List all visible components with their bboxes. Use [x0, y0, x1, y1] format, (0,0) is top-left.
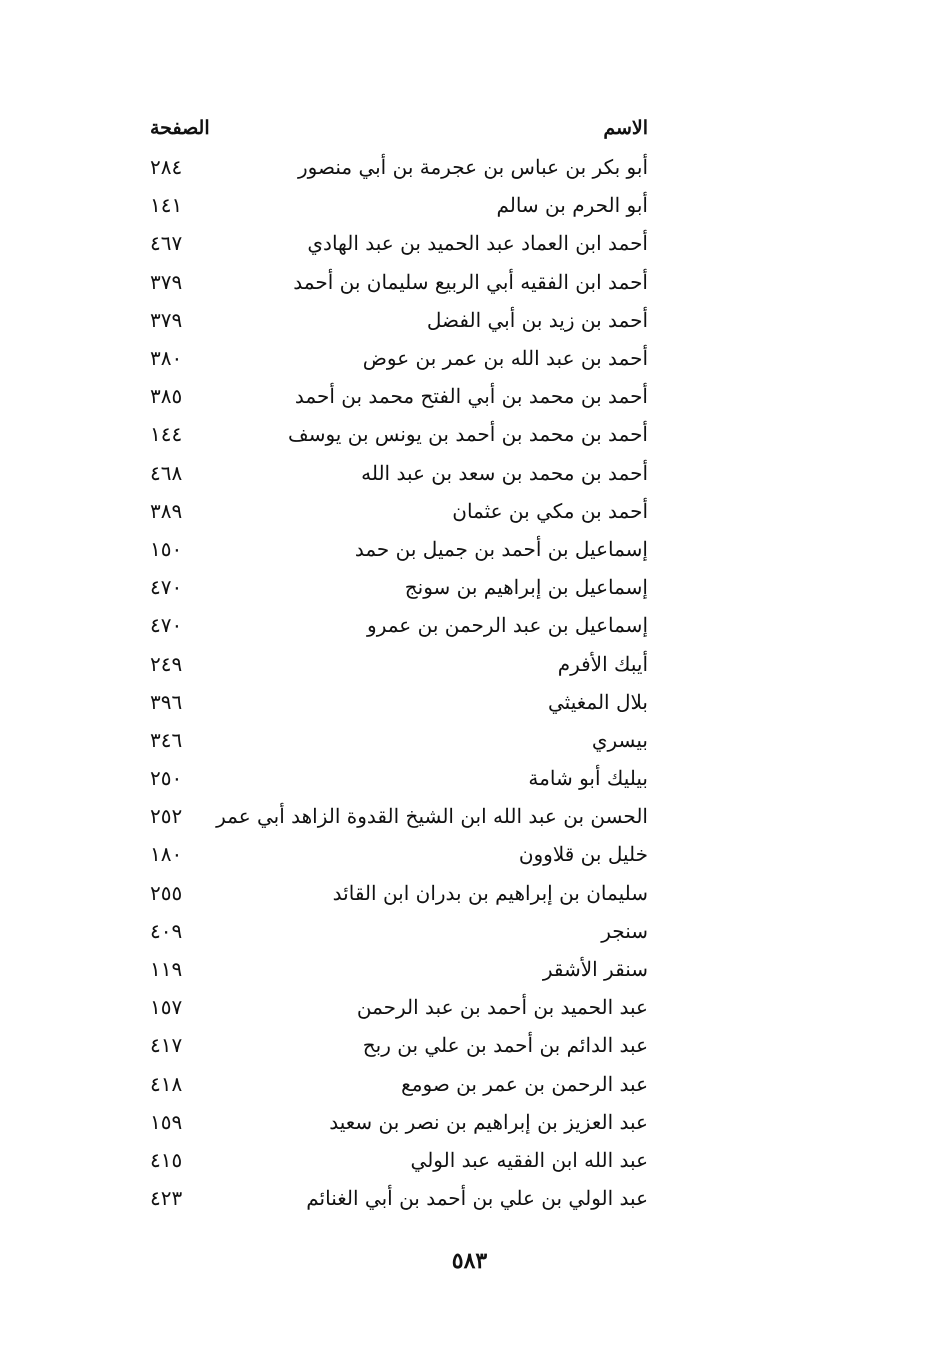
entry-name: بيسري: [591, 727, 648, 752]
list-item: [150, 721, 648, 759]
entry-page: ٢٥٥: [150, 880, 183, 905]
entry-name: أحمد بن محمد بن أحمد بن يونس بن يوسف: [288, 422, 648, 447]
page-column-header: الصفحة: [150, 117, 210, 139]
list-item: [150, 224, 648, 262]
list-item: [150, 492, 648, 530]
entry-page: ٣٨٠: [150, 346, 183, 371]
entry-page: ٣٨٥: [150, 384, 183, 409]
list-item: [150, 606, 648, 644]
entry-name: إسماعيل بن أحمد بن جميل بن حمد: [354, 536, 648, 561]
entry-page: ٢٨٤: [150, 155, 183, 180]
list-item: [150, 530, 648, 568]
entry-page: ٣٩٦: [150, 689, 183, 714]
entry-name: الحسن بن عبد الله ابن الشيخ القدوة الزاهد أبي عمر: [216, 804, 648, 829]
entry-name: أحمد بن عبد الله بن عمر بن عوض: [362, 346, 648, 371]
entry-name: سنقر الأشقر: [542, 957, 648, 982]
entry-name: أبو الحرم بن سالم: [496, 193, 648, 218]
entry-name: عبد الرحمن بن عمر بن صومع: [401, 1071, 648, 1096]
table-header: [150, 108, 648, 148]
entry-name: عبد الولي بن علي بن أحمد بن أبي الغنائم: [306, 1186, 648, 1211]
entry-page: ١٨٠: [150, 842, 183, 867]
entry-page: ٤٢٣: [150, 1186, 183, 1211]
entry-page: ٤١٧: [150, 1033, 183, 1058]
list-item: [150, 797, 648, 835]
list-item: [150, 1141, 648, 1179]
entry-name: أبو بكر بن عباس بن عجرمة بن أبي منصور: [298, 155, 648, 180]
entry-page: ٣٤٦: [150, 727, 183, 752]
list-item: [150, 186, 648, 224]
entry-name: سنجر: [601, 918, 648, 943]
entry-page: ١٤٤: [150, 422, 183, 447]
entry-page: ١٥٠: [150, 536, 183, 561]
list-item: [150, 148, 648, 186]
list-item: [150, 874, 648, 912]
entry-page: ٢٤٩: [150, 651, 183, 676]
entry-name: أيبك الأفرم: [557, 651, 648, 676]
entry-name: عبد الدائم بن أحمد بن علي بن ربح: [362, 1033, 648, 1058]
list-item: [150, 1103, 648, 1141]
list-item: [150, 377, 648, 415]
entry-page: ٤٦٨: [150, 460, 183, 485]
entry-page: ١٥٩: [150, 1109, 183, 1134]
entry-page: ١١٩: [150, 957, 183, 982]
entry-page: ٢٥٢: [150, 804, 183, 829]
page-number: ٥٨٣: [451, 1248, 488, 1274]
entry-page: ٣٧٩: [150, 307, 183, 332]
entry-name: إسماعيل بن عبد الرحمن بن عمرو: [367, 613, 648, 638]
list-item: [150, 263, 648, 301]
list-item: [150, 950, 648, 988]
entry-page: ٤٧٠: [150, 613, 183, 638]
entry-name: عبد العزيز بن إبراهيم بن نصر بن سعيد: [329, 1109, 648, 1134]
list-item: [150, 568, 648, 606]
list-item: [150, 683, 648, 721]
entry-name: عبد الله ابن الفقيه عبد الولي: [410, 1147, 648, 1172]
entry-page: ٤٠٩: [150, 918, 183, 943]
entries-list: [150, 148, 648, 1217]
list-item: [150, 912, 648, 950]
list-item: [150, 759, 648, 797]
list-item: [150, 415, 648, 453]
entry-page: ٤١٨: [150, 1071, 183, 1096]
list-item: [150, 644, 648, 682]
entry-page: ٤٧٠: [150, 575, 183, 600]
entry-page: ٣٨٩: [150, 498, 183, 523]
list-item: [150, 1026, 648, 1064]
list-item: [150, 454, 648, 492]
entry-page: ١٤١: [150, 193, 183, 218]
entry-name: أحمد بن زيد بن أبي الفضل: [426, 307, 648, 332]
entry-page: ٤٦٧: [150, 231, 183, 256]
entry-name: أحمد بن محمد بن أبي الفتح محمد بن أحمد: [294, 384, 648, 409]
entry-name: بيليك أبو شامة: [528, 766, 648, 791]
list-item: [150, 835, 648, 873]
entry-name: أحمد ابن الفقيه أبي الربيع سليمان بن أحمد: [293, 269, 648, 294]
entry-name: أحمد ابن العماد عبد الحميد بن عبد الهادي: [307, 231, 648, 256]
index-table: [150, 108, 648, 1217]
entry-name: عبد الحميد بن أحمد بن عبد الرحمن: [356, 995, 648, 1020]
entry-name: سليمان بن إبراهيم بن بدران ابن القائد: [332, 880, 648, 905]
entry-name: أحمد بن مكي بن عثمان: [452, 498, 648, 523]
list-item: [150, 301, 648, 339]
list-item: [150, 988, 648, 1026]
entry-page: ٣٧٩: [150, 269, 183, 294]
list-item: [150, 1179, 648, 1217]
entry-name: أحمد بن محمد بن سعد بن عبد الله: [361, 460, 648, 485]
entry-name: إسماعيل بن إبراهيم بن سونج: [404, 575, 648, 600]
name-column-header: الاسم: [603, 117, 648, 139]
entry-page: ١٥٧: [150, 995, 183, 1020]
list-item: [150, 339, 648, 377]
entry-page: ٢٥٠: [150, 766, 183, 791]
list-item: [150, 1065, 648, 1103]
entry-name: خليل بن قلاوون: [518, 842, 648, 867]
entry-name: بلال المغيثي: [548, 689, 648, 714]
entry-page: ٤١٥: [150, 1147, 183, 1172]
